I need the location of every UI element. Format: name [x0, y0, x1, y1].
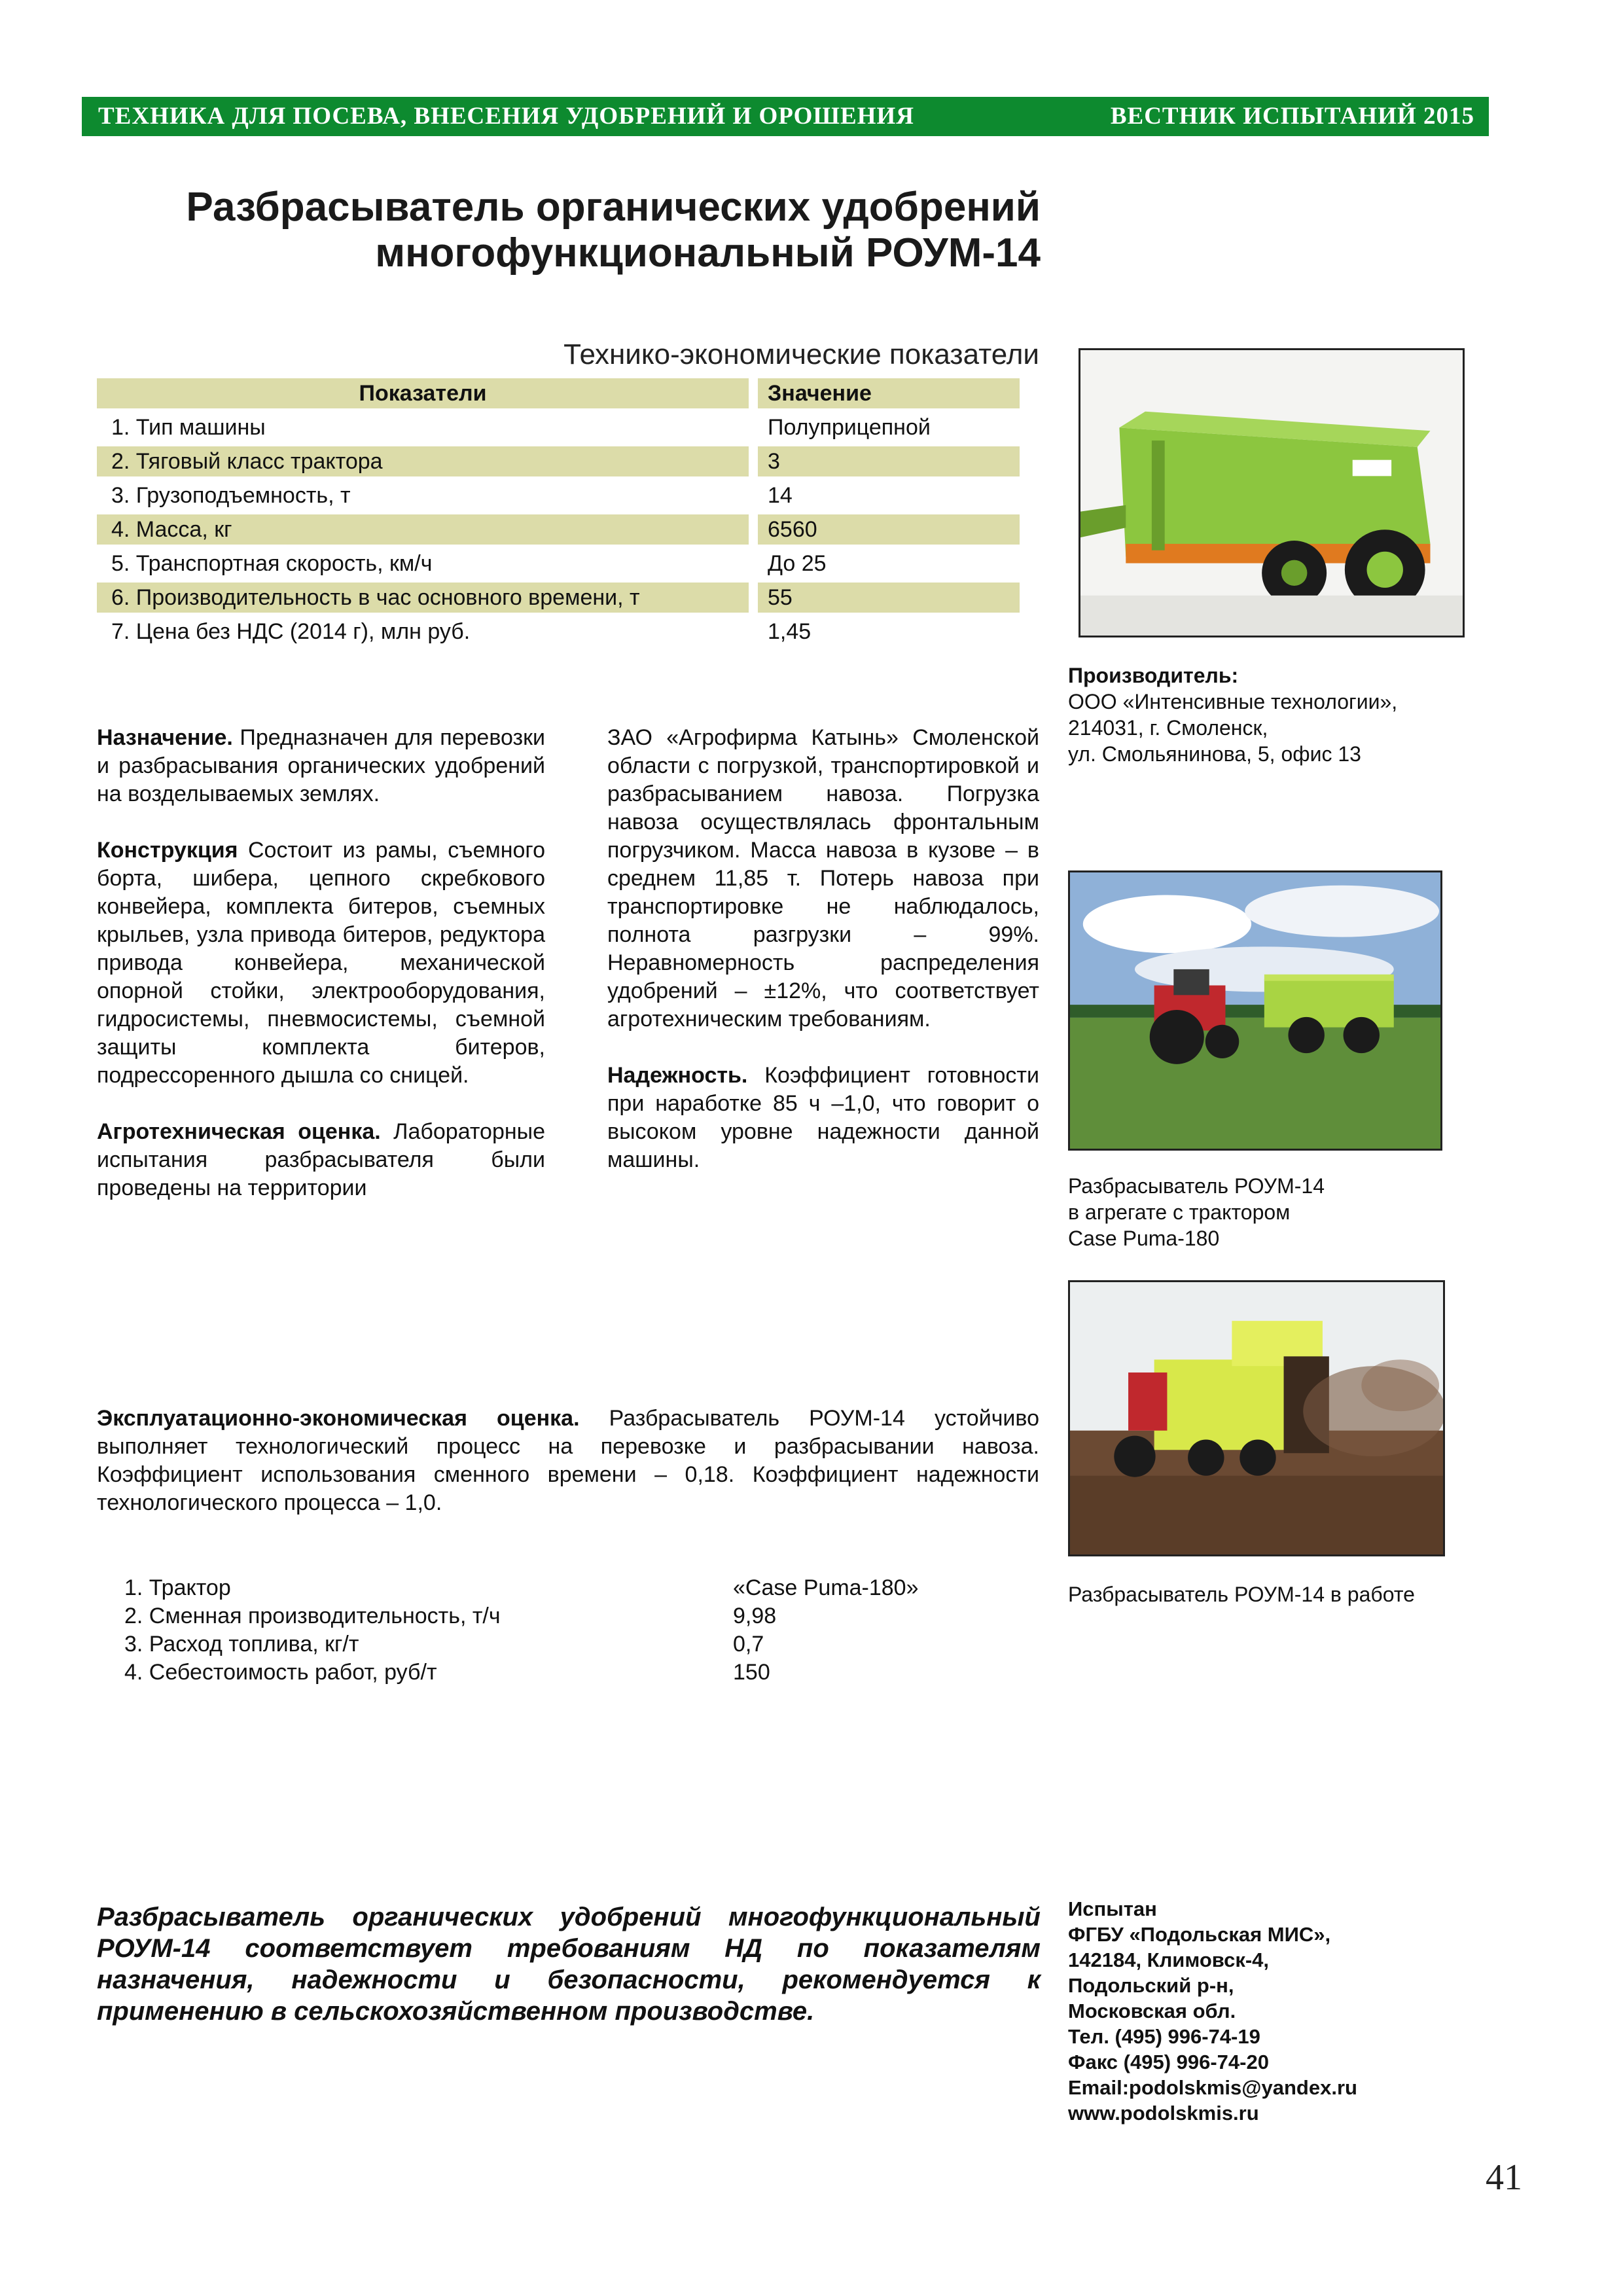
result-row: [124, 1602, 975, 1630]
middle-column: [607, 724, 1039, 1174]
exploit-paragraph: [97, 1405, 1039, 1517]
tested-line: Московская обл.: [1068, 2000, 1236, 2022]
photo3-caption: Разбрасыватель РОУМ-14 в работе: [1068, 1583, 1415, 1606]
construction-paragraph: [97, 836, 545, 1090]
tested-fax: Факс (495) 996-74-20: [1068, 2051, 1269, 2073]
row-value: 3: [758, 446, 1020, 476]
result-row: [124, 1659, 975, 1687]
table-row: [97, 478, 1020, 512]
purpose-paragraph: [97, 724, 545, 808]
section-title: ТЕХНИКА ДЛЯ ПОСЕВА, ВНЕСЕНИЯ УДОБРЕНИЙ И ОРОШЕНИЯ: [98, 103, 915, 130]
row-value: 6560: [758, 514, 1020, 545]
tested-line: Подольский р-н,: [1068, 1974, 1234, 1997]
tested-website: www.podolskmis.ru: [1068, 2102, 1259, 2125]
result-value: «Case Puma-180»: [733, 1575, 919, 1600]
agro-heading: Агротехническая оценка.: [97, 1119, 381, 1144]
row-value: Полуприцепной: [768, 415, 931, 440]
result-value: 9,98: [733, 1604, 777, 1628]
table-row: [97, 444, 1020, 478]
manufacturer-line: 214031, г. Смоленск,: [1068, 716, 1268, 740]
tested-line: Испытан: [1068, 1897, 1157, 1920]
manufacturer-block: [1068, 662, 1474, 767]
table-row: [97, 615, 1020, 649]
tractor-spreader-photo: [1068, 870, 1442, 1151]
manufacturer-heading: Производитель:: [1068, 664, 1239, 687]
row-value: 1,45: [768, 619, 812, 644]
construction-heading: Конструкция: [97, 838, 238, 863]
construction-text: Состоит из рамы, съемного борта, шибера, цепного скребкового конвейера, комплекта битеров, съемных крыльев, узла привода битеров, редуктора привода конвейера, механической опорной стойки, электрооборудования, гидросистемы, пневмосистемы, съемной защиты комплекта битеров, подрессоренного дышла со сницей.: [97, 838, 545, 1088]
reliability-heading: Надежность.: [607, 1063, 748, 1088]
row-label: 1. Тип машины: [111, 415, 266, 440]
purpose-heading: Назначение.: [97, 725, 233, 750]
journal-title: ВЕСТНИК ИСПЫТАНИЙ 2015: [1110, 103, 1474, 130]
table-row: [97, 410, 1020, 444]
result-label: 1. Трактор: [124, 1575, 231, 1600]
page-number: 41: [1486, 2157, 1522, 2198]
tested-by-block: [1068, 1896, 1461, 2126]
exploit-heading: Эксплуатационно-экономическая оценка.: [97, 1406, 580, 1431]
tech-table: [97, 376, 1020, 649]
purpose-text: Предназначен для перевозки и разбрасывания органических удобрений на возделываемых землях.: [97, 725, 545, 806]
table-row: [97, 547, 1020, 581]
results-list: [124, 1574, 975, 1687]
left-column: [97, 724, 545, 1202]
result-row: [124, 1574, 975, 1602]
spreader-work-photo: [1068, 1280, 1445, 1556]
result-value: 0,7: [733, 1632, 764, 1657]
row-label: 6. Производительность в час основного времени, т: [97, 583, 749, 613]
tested-line: 142184, Климовск-4,: [1068, 1948, 1270, 1971]
table-row: [97, 512, 1020, 547]
page-title: [98, 185, 1041, 276]
exploit-text: Разбрасыватель РОУМ-14 устойчиво выполняет технологический процесс на перевозке и разбрасывании навоза. Коэффициент использования сменного времени – 0,18. Коэффициент надежности технологического процесса – 1,0.: [97, 1406, 1039, 1515]
row-label: 2. Тяговый класс трактора: [97, 446, 749, 476]
result-value: 150: [733, 1660, 770, 1685]
reliability-paragraph: [607, 1062, 1039, 1174]
row-label: 7. Цена без НДС (2014 г), млн руб.: [111, 619, 471, 644]
tested-email: Email:podolskmis@yandex.ru: [1068, 2076, 1357, 2099]
title-line-2: многофункциональный РОУМ-14: [375, 230, 1041, 276]
table-row: [97, 581, 1020, 615]
manufacturer-line: ул. Смольянинова, 5, офис 13: [1068, 742, 1361, 766]
spreader-photo: [1079, 348, 1465, 637]
table-header-row: [97, 376, 1020, 410]
agro-paragraph: [97, 1118, 545, 1202]
conclusion: Разбрасыватель органических удобрений многофункциональный РОУМ-14 соответствует требованиям НД по показателям назначения, надежности и безопасности, рекомендуется к применению в сельскохозяйственном производстве.: [97, 1903, 1041, 2026]
caption-line: в агрегате с трактором: [1068, 1200, 1291, 1224]
photo2-caption: [1068, 1173, 1461, 1251]
agro-text: Лабораторные испытания разбрасывателя были проведены на территории: [97, 1119, 545, 1200]
result-label: 2. Сменная производительность, т/ч: [124, 1604, 501, 1628]
row-label: 5. Транспортная скорость, км/ч: [111, 551, 433, 576]
table-header-col1: Показатели: [97, 378, 749, 408]
agro-continued: ЗАО «Агрофирма Катынь» Смоленской области с погрузкой, транспортировкой и разбрасыванием навоза. Погрузка навоза осуществлялась фронтальным погрузчиком. Масса навоза в кузове – в среднем 11,85 т. Потерь навоза при транспортировке не наблюдалось, полнота разгрузки – 99%. Неравномерность распределения удобрений – ±12%, что соответствует агротехническим требованиям.: [607, 725, 1039, 1031]
result-label: 4. Себестоимость работ, руб/т: [124, 1660, 437, 1685]
reliability-text: Коэффициент готовности при наработке 85 ч –1,0, что говорит о высоком уровне надежности данной машины.: [607, 1063, 1039, 1172]
caption-line: Case Puma-180: [1068, 1227, 1220, 1250]
row-value: До 25: [768, 551, 827, 576]
row-label: 4. Масса, кг: [97, 514, 749, 545]
result-row: [124, 1630, 975, 1659]
manufacturer-line: ООО «Интенсивные технологии»,: [1068, 690, 1398, 713]
tested-phone: Тел. (495) 996-74-19: [1068, 2025, 1260, 2048]
caption-line: Разбрасыватель РОУМ-14: [1068, 1174, 1325, 1198]
title-line-1: Разбрасыватель органических удобрений: [186, 185, 1041, 230]
row-value: 14: [768, 483, 793, 508]
result-label: 3. Расход топлива, кг/т: [124, 1632, 359, 1657]
table-header-col2: Значение: [758, 378, 1020, 408]
table-title: Технико-экономические показатели: [563, 338, 1039, 370]
tested-line: ФГБУ «Подольская МИС»,: [1068, 1923, 1331, 1946]
row-value: 55: [758, 583, 1020, 613]
row-label: 3. Грузоподъемность, т: [111, 483, 351, 508]
header-band: [82, 97, 1489, 136]
